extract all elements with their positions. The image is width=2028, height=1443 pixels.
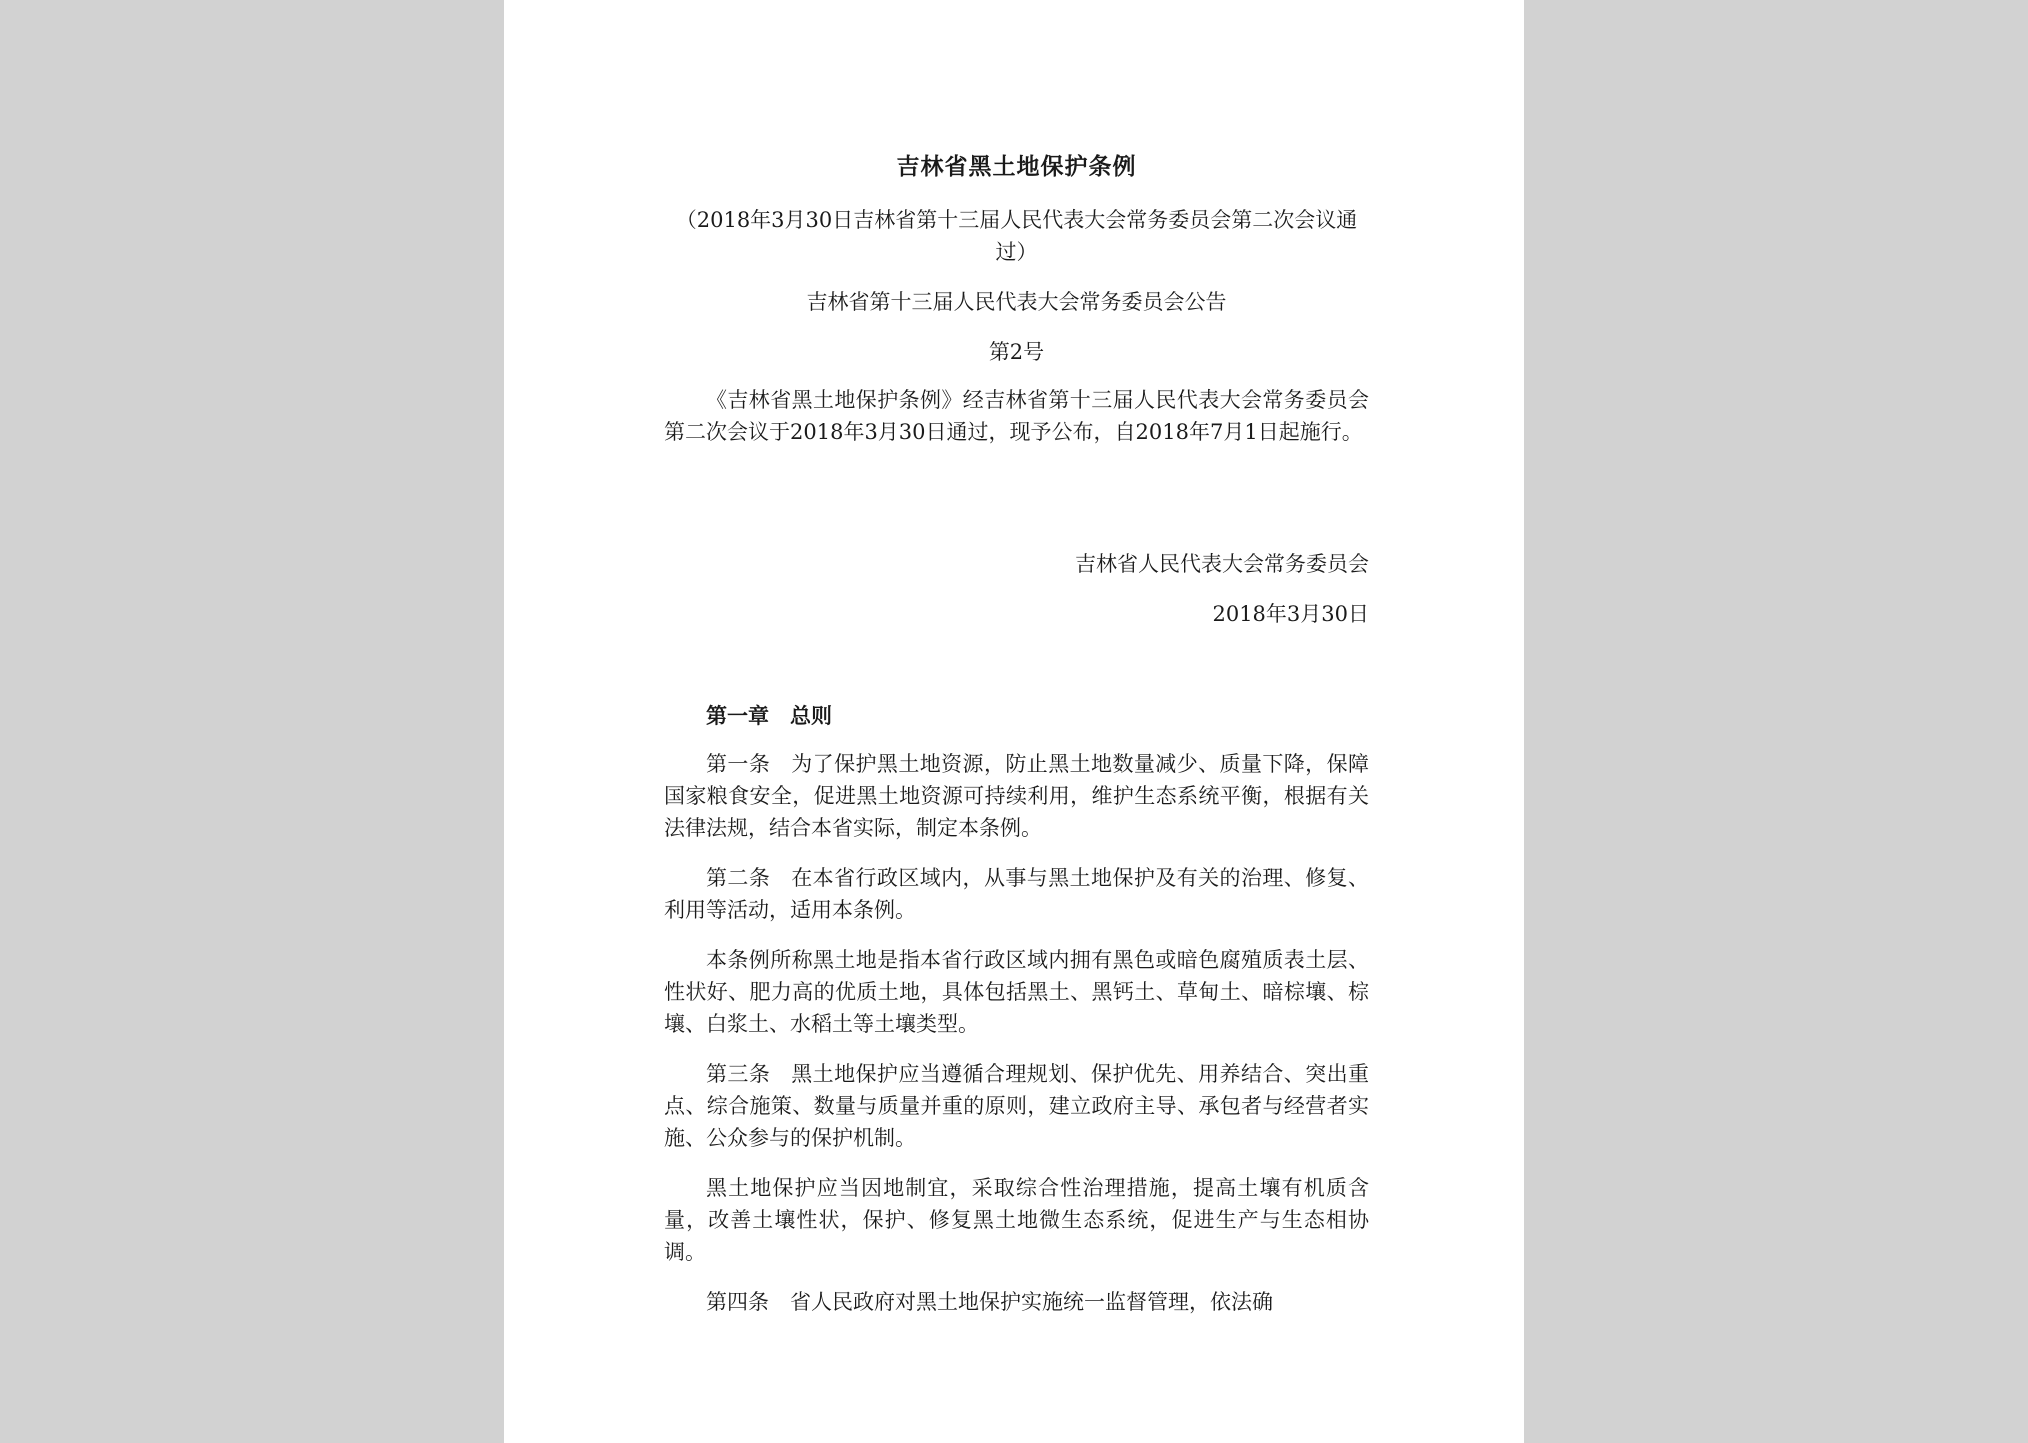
article-text: 为了保护黑土地资源，防止黑土地数量减少、质量下降，保障国家粮食安全，促进黑土地资源可持续利用，维护生态系统平衡，根据有关法律法规，结合本省实际，制定本条例。	[664, 752, 1370, 840]
article-3-paragraph-2	[664, 1172, 1369, 1268]
article-text: 在本省行政区域内，从事与黑土地保护及有关的治理、修复、利用等活动，适用本条例。	[664, 866, 1370, 922]
article-1	[664, 748, 1369, 844]
chapter-heading: 第一章 总则	[706, 703, 832, 728]
announcement-body: 《吉林省黑土地保护条例》经吉林省第十三届人民代表大会常务委员会第二次会议于2018年3月30日通过，现予公布，自2018年7月1日起施行。	[664, 388, 1369, 444]
document-page	[504, 0, 1524, 1443]
article-2	[664, 862, 1369, 926]
signature-org: 吉林省人民代表大会常务委员会	[1075, 552, 1369, 576]
article-label: 第一条	[706, 752, 771, 776]
article-label: 第四条	[706, 1290, 769, 1314]
announcement-number: 第2号	[988, 340, 1045, 364]
article-label: 第二条	[706, 866, 771, 890]
document-title: 吉林省黑土地保护条例	[896, 153, 1137, 180]
article-text: 黑土地保护应当遵循合理规划、保护优先、用养结合、突出重点、综合施策、数量与质量并重的原则，建立政府主导、承包者与经营者实施、公众参与的保护机制。	[664, 1062, 1370, 1150]
article-label: 第三条	[706, 1062, 771, 1086]
article-text: 省人民政府对黑土地保护实施统一监督管理，依法确	[790, 1290, 1273, 1314]
article-3	[664, 1058, 1369, 1154]
article-text: 本条例所称黑土地是指本省行政区域内拥有黑色或暗色腐殖质表土层、性状好、肥力高的优质土地，具体包括黑土、黑钙土、草甸土、暗棕壤、棕壤、白浆土、水稻土等土壤类型。	[664, 948, 1369, 1036]
announcement-title: 吉林省第十三届人民代表大会常务委员会公告	[806, 290, 1227, 314]
article-text: 黑土地保护应当因地制宜，采取综合性治理措施，提高土壤有机质含量，改善土壤性状，保护、修复黑土地微生态系统，促进生产与生态相协调。	[664, 1176, 1369, 1264]
article-4	[664, 1286, 1369, 1318]
article-2-paragraph-2	[664, 944, 1369, 1040]
signature-date: 2018年3月30日	[1212, 602, 1369, 626]
adoption-note: （2018年3月30日吉林省第十三届人民代表大会常务委员会第二次会议通过）	[675, 208, 1358, 264]
